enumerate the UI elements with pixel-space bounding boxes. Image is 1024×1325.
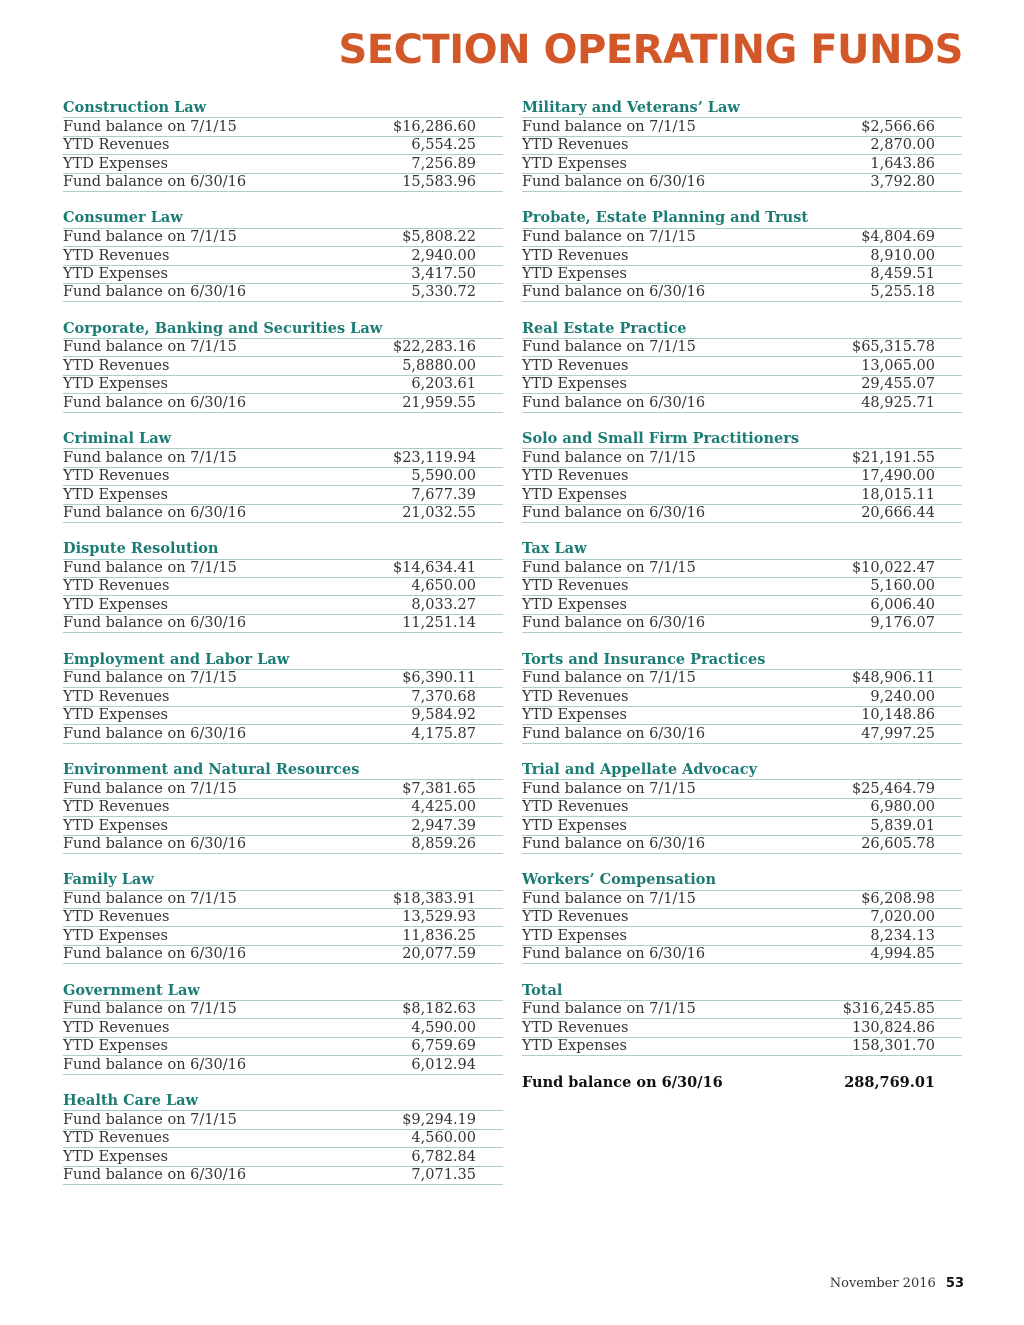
expenses-row bbox=[522, 154, 962, 172]
section-title: Health Care Law bbox=[63, 1091, 199, 1109]
row-label: Fund balance on 7/1/15 bbox=[522, 339, 696, 356]
row-label: Fund balance on 6/30/16 bbox=[522, 946, 706, 963]
row-label: Fund balance on 7/1/15 bbox=[522, 229, 696, 246]
row-label: Fund balance on 6/30/16 bbox=[63, 615, 247, 632]
row-label: Fund balance on 7/1/15 bbox=[522, 670, 696, 687]
row-label: YTD Revenues bbox=[63, 1019, 170, 1036]
row-label: YTD Expenses bbox=[63, 707, 168, 724]
revenues-row bbox=[522, 798, 962, 816]
row-amount: 18,015.11 bbox=[861, 486, 935, 503]
row-amount: $6,208.98 bbox=[861, 891, 935, 908]
row-label: Fund balance on 6/30/16 bbox=[63, 504, 247, 521]
section-title: Trial and Appellate Advocacy bbox=[522, 760, 758, 778]
opening-balance-row bbox=[63, 338, 503, 356]
row-amount: 5,8880.00 bbox=[402, 357, 476, 374]
expenses-row bbox=[63, 485, 503, 503]
revenues-row bbox=[522, 687, 962, 705]
row-label: YTD Revenues bbox=[63, 909, 170, 926]
row-label: Fund balance on 7/1/15 bbox=[63, 118, 237, 135]
expenses-row bbox=[522, 595, 962, 613]
row-amount: $8,182.63 bbox=[402, 1001, 476, 1018]
row-amount: 7,256.89 bbox=[411, 155, 476, 172]
row-amount: $6,390.11 bbox=[402, 670, 476, 687]
expenses-row bbox=[522, 485, 962, 503]
row-label: YTD Revenues bbox=[522, 688, 629, 705]
row-amount: 7,071.35 bbox=[411, 1166, 476, 1183]
opening-balance-row bbox=[63, 1110, 503, 1128]
total-closing-label: Fund balance on 6/30/16 bbox=[522, 1074, 723, 1092]
row-label: YTD Expenses bbox=[522, 376, 627, 393]
section-title: Torts and Insurance Practices bbox=[522, 650, 766, 668]
row-label: YTD Expenses bbox=[63, 1148, 168, 1165]
expenses-row bbox=[522, 926, 962, 944]
row-label: Fund balance on 6/30/16 bbox=[63, 835, 247, 852]
row-label: YTD Expenses bbox=[522, 817, 627, 834]
opening-balance-row bbox=[63, 890, 503, 908]
row-label: Fund balance on 6/30/16 bbox=[63, 173, 247, 190]
row-amount: $21,191.55 bbox=[851, 449, 935, 466]
row-amount: 130,824.86 bbox=[851, 1019, 935, 1036]
row-label: YTD Revenues bbox=[63, 137, 170, 154]
row-label: YTD Revenues bbox=[63, 468, 170, 485]
revenues-row bbox=[63, 467, 503, 485]
row-amount: 4,650.00 bbox=[411, 578, 476, 595]
row-amount: 11,836.25 bbox=[402, 927, 476, 944]
expenses-row bbox=[63, 265, 503, 283]
expenses-row bbox=[522, 375, 962, 393]
expenses-row bbox=[63, 706, 503, 724]
opening-balance-row bbox=[63, 559, 503, 577]
row-amount: 20,666.44 bbox=[861, 504, 935, 521]
closing-balance-row bbox=[63, 614, 503, 633]
row-amount: 20,077.59 bbox=[402, 946, 476, 963]
section-title: Workers’ Compensation bbox=[522, 871, 717, 889]
fund-section bbox=[63, 540, 503, 650]
row-amount: $25,464.79 bbox=[851, 780, 935, 797]
fund-section bbox=[522, 651, 962, 761]
revenues-row bbox=[522, 467, 962, 485]
row-amount: 21,959.55 bbox=[402, 394, 476, 411]
closing-balance-row bbox=[63, 945, 503, 964]
row-label: Fund balance on 6/30/16 bbox=[522, 284, 706, 301]
section-title: Military and Veterans’ Law bbox=[522, 99, 740, 116]
row-label: YTD Revenues bbox=[522, 137, 629, 154]
closing-balance-row bbox=[522, 614, 962, 633]
row-amount: 8,910.00 bbox=[870, 247, 935, 264]
row-amount: 9,584.92 bbox=[411, 707, 476, 724]
right-column bbox=[522, 99, 962, 1092]
closing-balance-row bbox=[522, 283, 962, 302]
row-label: YTD Expenses bbox=[63, 927, 168, 944]
closing-balance-row bbox=[522, 724, 962, 743]
section-title: Corporate, Banking and Securities Law bbox=[63, 319, 383, 337]
row-label: YTD Revenues bbox=[522, 578, 629, 595]
section-title: Total bbox=[522, 981, 563, 999]
revenues-row bbox=[522, 356, 962, 374]
row-amount: 3,417.50 bbox=[411, 265, 476, 282]
expenses-row bbox=[63, 816, 503, 834]
fund-section-total bbox=[522, 982, 962, 1092]
right-sections bbox=[522, 99, 962, 982]
row-amount: $9,294.19 bbox=[402, 1111, 476, 1128]
row-label: YTD Expenses bbox=[522, 155, 627, 172]
fund-section bbox=[63, 761, 503, 871]
row-amount: $65,315.78 bbox=[851, 339, 935, 356]
row-amount: 48,925.71 bbox=[861, 394, 935, 411]
row-amount: 6,012.94 bbox=[411, 1056, 476, 1073]
revenues-row bbox=[63, 356, 503, 374]
row-amount: 5,590.00 bbox=[411, 468, 476, 485]
row-label: Fund balance on 6/30/16 bbox=[63, 1166, 247, 1183]
row-amount: 6,006.40 bbox=[870, 596, 935, 613]
row-label: Fund balance on 7/1/15 bbox=[63, 229, 237, 246]
row-amount: 158,301.70 bbox=[851, 1038, 935, 1055]
closing-balance-row bbox=[522, 835, 962, 854]
row-amount: $316,245.85 bbox=[842, 1001, 935, 1018]
row-amount: 1,643.86 bbox=[870, 155, 935, 172]
revenues-row bbox=[522, 136, 962, 154]
closing-balance-row bbox=[63, 283, 503, 302]
opening-balance-row bbox=[522, 779, 962, 797]
row-label: YTD Expenses bbox=[522, 486, 627, 503]
opening-balance-row bbox=[63, 779, 503, 797]
fund-section bbox=[63, 1092, 503, 1202]
fund-section bbox=[63, 651, 503, 761]
row-amount: 8,033.27 bbox=[411, 596, 476, 613]
revenues-row bbox=[63, 1129, 503, 1147]
total-closing-balance bbox=[522, 1074, 962, 1092]
fund-section bbox=[522, 209, 962, 319]
revenues-row bbox=[63, 246, 503, 264]
row-label: Fund balance on 7/1/15 bbox=[522, 780, 696, 797]
row-label: YTD Revenues bbox=[63, 688, 170, 705]
expenses-row bbox=[63, 375, 503, 393]
row-amount: 4,590.00 bbox=[411, 1019, 476, 1036]
row-amount: $7,381.65 bbox=[402, 780, 476, 797]
row-label: Fund balance on 6/30/16 bbox=[522, 835, 706, 852]
section-title: Dispute Resolution bbox=[63, 540, 219, 558]
expenses-row bbox=[522, 265, 962, 283]
row-label: Fund balance on 7/1/15 bbox=[522, 1001, 696, 1018]
closing-balance-row bbox=[522, 173, 962, 192]
row-label: Fund balance on 6/30/16 bbox=[63, 1056, 247, 1073]
expenses-row bbox=[63, 154, 503, 172]
fund-section bbox=[63, 430, 503, 540]
expenses-row bbox=[63, 1037, 503, 1055]
row-amount: 29,455.07 bbox=[861, 376, 935, 393]
row-label: Fund balance on 6/30/16 bbox=[522, 615, 706, 632]
section-title: Criminal Law bbox=[63, 429, 172, 447]
fund-section bbox=[522, 871, 962, 981]
row-amount: 11,251.14 bbox=[402, 615, 476, 632]
revenues-row bbox=[63, 687, 503, 705]
row-label: Fund balance on 6/30/16 bbox=[522, 504, 706, 521]
row-amount: 10,148.86 bbox=[861, 707, 935, 724]
total-closing-amount: 288,769.01 bbox=[844, 1074, 935, 1092]
page-title: SECTION OPERATING FUNDS bbox=[338, 27, 963, 73]
row-label: Fund balance on 7/1/15 bbox=[63, 891, 237, 908]
closing-balance-row bbox=[63, 504, 503, 523]
row-amount: 2,870.00 bbox=[870, 137, 935, 154]
row-amount: 3,792.80 bbox=[870, 173, 935, 190]
row-amount: 9,176.07 bbox=[870, 615, 935, 632]
row-amount: 15,583.96 bbox=[402, 173, 476, 190]
revenues-row bbox=[522, 1018, 962, 1036]
row-label: Fund balance on 7/1/15 bbox=[522, 891, 696, 908]
opening-balance-row bbox=[522, 669, 962, 687]
row-amount: $2,566.66 bbox=[861, 118, 935, 135]
row-amount: 8,234.13 bbox=[870, 927, 935, 944]
row-label: YTD Revenues bbox=[522, 1019, 629, 1036]
row-label: Fund balance on 7/1/15 bbox=[63, 560, 237, 577]
fund-section bbox=[63, 871, 503, 981]
row-label: Fund balance on 6/30/16 bbox=[522, 173, 706, 190]
section-title: Solo and Small Firm Practitioners bbox=[522, 429, 800, 447]
row-label: Fund balance on 6/30/16 bbox=[63, 725, 247, 742]
row-amount: $14,634.41 bbox=[392, 560, 476, 577]
expenses-row bbox=[522, 706, 962, 724]
row-amount: 5,330.72 bbox=[411, 284, 476, 301]
row-label: Fund balance on 7/1/15 bbox=[63, 1111, 237, 1128]
row-amount: 4,425.00 bbox=[411, 799, 476, 816]
opening-balance-row bbox=[522, 448, 962, 466]
revenues-row bbox=[63, 577, 503, 595]
row-label: Fund balance on 6/30/16 bbox=[63, 394, 247, 411]
closing-balance-row bbox=[63, 173, 503, 192]
closing-balance-row bbox=[63, 1166, 503, 1185]
row-label: YTD Expenses bbox=[63, 265, 168, 282]
row-amount: 4,994.85 bbox=[870, 946, 935, 963]
revenues-row bbox=[63, 136, 503, 154]
row-amount: $48,906.11 bbox=[851, 670, 935, 687]
row-label: YTD Revenues bbox=[63, 247, 170, 264]
row-amount: 9,240.00 bbox=[870, 688, 935, 705]
expenses-row bbox=[63, 1147, 503, 1165]
row-label: YTD Expenses bbox=[63, 486, 168, 503]
revenues-row bbox=[522, 246, 962, 264]
closing-balance-row bbox=[63, 724, 503, 743]
section-title: Probate, Estate Planning and Trust bbox=[522, 209, 809, 227]
row-amount: 4,175.87 bbox=[411, 725, 476, 742]
page-footer bbox=[830, 1276, 964, 1291]
fund-section bbox=[522, 761, 962, 871]
revenues-row bbox=[522, 908, 962, 926]
fund-section bbox=[522, 320, 962, 430]
row-label: Fund balance on 7/1/15 bbox=[522, 560, 696, 577]
row-amount: 21,032.55 bbox=[402, 504, 476, 521]
row-amount: 4,560.00 bbox=[411, 1130, 476, 1147]
section-title: Employment and Labor Law bbox=[63, 650, 290, 668]
row-amount: 7,370.68 bbox=[411, 688, 476, 705]
row-label: YTD Revenues bbox=[522, 909, 629, 926]
row-label: YTD Expenses bbox=[63, 155, 168, 172]
row-amount: 2,947.39 bbox=[411, 817, 476, 834]
row-label: Fund balance on 6/30/16 bbox=[522, 394, 706, 411]
revenues-row bbox=[63, 1018, 503, 1036]
section-title: Consumer Law bbox=[63, 209, 183, 227]
row-amount: 8,459.51 bbox=[870, 265, 935, 282]
closing-balance-row bbox=[522, 504, 962, 523]
row-label: YTD Revenues bbox=[522, 468, 629, 485]
opening-balance-row bbox=[63, 669, 503, 687]
expenses-row bbox=[63, 595, 503, 613]
section-title: Family Law bbox=[63, 871, 154, 889]
row-label: YTD Expenses bbox=[63, 596, 168, 613]
opening-balance-row bbox=[63, 228, 503, 246]
closing-balance-row bbox=[63, 393, 503, 412]
row-label: YTD Expenses bbox=[522, 707, 627, 724]
row-amount: 5,160.00 bbox=[870, 578, 935, 595]
row-label: YTD Revenues bbox=[522, 247, 629, 264]
row-amount: $5,808.22 bbox=[402, 229, 476, 246]
row-label: Fund balance on 6/30/16 bbox=[522, 725, 706, 742]
row-amount: $18,383.91 bbox=[392, 891, 476, 908]
expenses-row bbox=[522, 1037, 962, 1056]
row-label: YTD Expenses bbox=[522, 927, 627, 944]
closing-balance-row bbox=[63, 1055, 503, 1074]
section-title: Environment and Natural Resources bbox=[63, 760, 360, 778]
opening-balance-row bbox=[522, 1000, 962, 1018]
row-amount: $10,022.47 bbox=[851, 560, 935, 577]
row-amount: 47,997.25 bbox=[861, 725, 935, 742]
row-amount: 2,940.00 bbox=[411, 247, 476, 264]
page-number: 53 bbox=[945, 1276, 964, 1291]
section-title: Real Estate Practice bbox=[522, 319, 687, 337]
row-label: YTD Expenses bbox=[522, 596, 627, 613]
section-title: Government Law bbox=[63, 981, 200, 999]
fund-section bbox=[522, 540, 962, 650]
row-label: Fund balance on 7/1/15 bbox=[63, 339, 237, 356]
row-amount: 5,255.18 bbox=[870, 284, 935, 301]
expenses-row bbox=[522, 816, 962, 834]
row-label: YTD Revenues bbox=[63, 357, 170, 374]
row-label: Fund balance on 7/1/15 bbox=[63, 670, 237, 687]
row-label: Fund balance on 7/1/15 bbox=[63, 449, 237, 466]
row-amount: 5,839.01 bbox=[870, 817, 935, 834]
row-amount: $22,283.16 bbox=[392, 339, 476, 356]
row-label: YTD Revenues bbox=[63, 799, 170, 816]
fund-section bbox=[63, 320, 503, 430]
row-label: YTD Expenses bbox=[63, 817, 168, 834]
fund-section bbox=[522, 99, 962, 209]
row-amount: 17,490.00 bbox=[861, 468, 935, 485]
row-label: YTD Expenses bbox=[63, 1038, 168, 1055]
row-amount: 6,554.25 bbox=[411, 137, 476, 154]
row-amount: $16,286.60 bbox=[392, 118, 476, 135]
row-amount: 26,605.78 bbox=[861, 835, 935, 852]
opening-balance-row bbox=[63, 448, 503, 466]
row-amount: 6,759.69 bbox=[411, 1038, 476, 1055]
revenues-row bbox=[522, 577, 962, 595]
opening-balance-row bbox=[63, 117, 503, 135]
opening-balance-row bbox=[522, 559, 962, 577]
row-label: Fund balance on 7/1/15 bbox=[63, 780, 237, 797]
row-amount: 8,859.26 bbox=[411, 835, 476, 852]
row-amount: 7,020.00 bbox=[870, 909, 935, 926]
fund-section bbox=[63, 982, 503, 1092]
closing-balance-row bbox=[522, 393, 962, 412]
fund-section bbox=[63, 99, 503, 209]
row-label: YTD Expenses bbox=[522, 265, 627, 282]
opening-balance-row bbox=[63, 1000, 503, 1018]
fund-section bbox=[63, 209, 503, 319]
row-label: Fund balance on 7/1/15 bbox=[522, 449, 696, 466]
opening-balance-row bbox=[522, 890, 962, 908]
row-amount: 7,677.39 bbox=[411, 486, 476, 503]
left-column bbox=[63, 99, 503, 1202]
opening-balance-row bbox=[522, 338, 962, 356]
revenues-row bbox=[63, 798, 503, 816]
row-label: YTD Expenses bbox=[63, 376, 168, 393]
row-label: YTD Revenues bbox=[522, 799, 629, 816]
row-amount: 6,782.84 bbox=[411, 1148, 476, 1165]
row-label: Fund balance on 7/1/15 bbox=[63, 1001, 237, 1018]
row-amount: $4,804.69 bbox=[861, 229, 935, 246]
fund-section bbox=[522, 430, 962, 540]
section-title: Construction Law bbox=[63, 99, 207, 116]
row-label: YTD Revenues bbox=[63, 1130, 170, 1147]
row-label: Fund balance on 7/1/15 bbox=[522, 118, 696, 135]
revenues-row bbox=[63, 908, 503, 926]
closing-balance-row bbox=[63, 835, 503, 854]
row-amount: 13,065.00 bbox=[861, 357, 935, 374]
row-label: Fund balance on 6/30/16 bbox=[63, 284, 247, 301]
footer-date: November 2016 bbox=[829, 1276, 936, 1291]
row-amount: 6,980.00 bbox=[870, 799, 935, 816]
opening-balance-row bbox=[522, 117, 962, 135]
row-amount: 13,529.93 bbox=[402, 909, 476, 926]
closing-balance-row bbox=[522, 945, 962, 964]
opening-balance-row bbox=[522, 228, 962, 246]
row-label: YTD Expenses bbox=[522, 1038, 627, 1055]
section-title: Tax Law bbox=[522, 540, 587, 558]
row-amount: 6,203.61 bbox=[411, 376, 476, 393]
row-label: YTD Revenues bbox=[63, 578, 170, 595]
row-amount: $23,119.94 bbox=[392, 449, 476, 466]
row-label: YTD Revenues bbox=[522, 357, 629, 374]
row-label: Fund balance on 6/30/16 bbox=[63, 946, 247, 963]
expenses-row bbox=[63, 926, 503, 944]
